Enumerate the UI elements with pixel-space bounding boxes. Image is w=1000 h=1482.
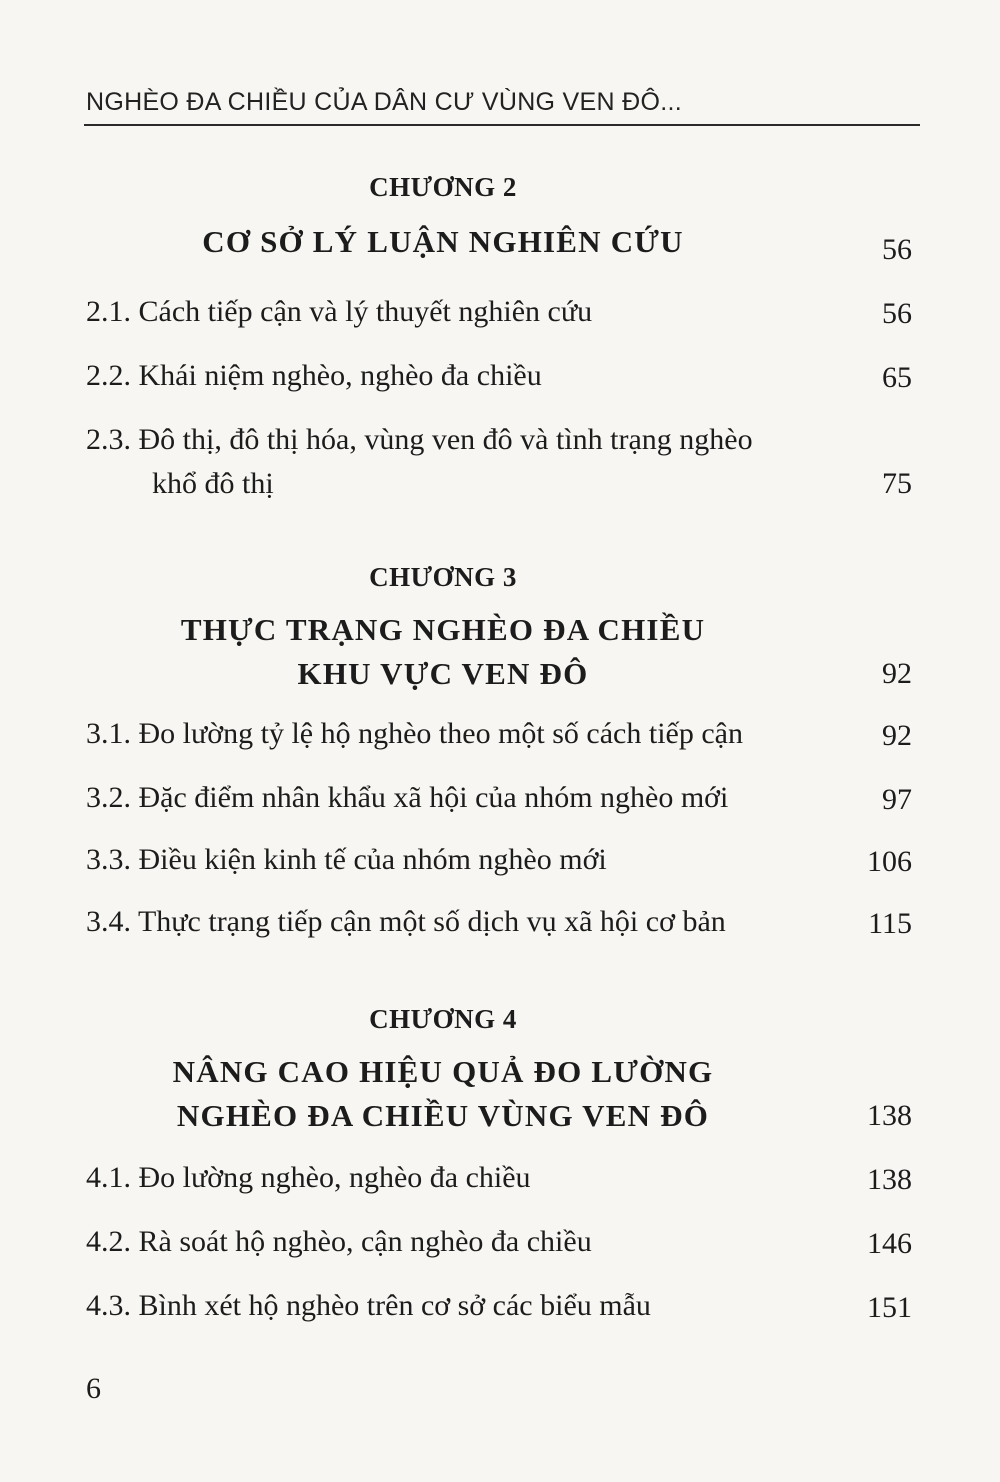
toc-page-3-1: 92	[882, 719, 912, 752]
chapter-4-page: 138	[867, 1099, 912, 1132]
toc-page-2-3: 75	[882, 467, 912, 500]
chapter-2-page: 56	[882, 233, 912, 266]
toc-entry-2-2: 2.2. Khái niệm nghèo, nghèo đa chiều	[86, 359, 542, 392]
chapter-3-label: CHƯƠNG 3	[369, 562, 517, 592]
toc-page-3-4: 115	[868, 907, 912, 940]
chapter-3-title-line-1: THỰC TRẠNG NGHÈO ĐA CHIỀU	[180, 612, 706, 647]
toc-entry-2-3: 2.3. Đô thị, đô thị hóa, vùng ven đô và tình trạng nghèo	[86, 423, 753, 456]
toc-entry-3-2: 3.2. Đặc điểm nhân khẩu xã hội của nhóm nghèo mới	[86, 781, 729, 814]
toc-page-2-2: 65	[882, 361, 912, 394]
chapter-4-label: CHƯƠNG 4	[369, 1004, 517, 1034]
toc-entry-4-3: 4.3. Bình xét hộ nghèo trên cơ sở các biểu mẫu	[86, 1289, 651, 1322]
chapter-3-title-line-2: KHU VỰC VEN ĐÔ	[297, 656, 589, 691]
chapter-3-page: 92	[882, 657, 912, 690]
toc-entry-3-3: 3.3. Điều kiện kinh tế của nhóm nghèo mới	[86, 843, 607, 876]
running-header: NGHÈO ĐA CHIỀU CỦA DÂN CƯ VÙNG VEN ĐÔ...	[86, 88, 682, 116]
page-number: 6	[86, 1372, 101, 1405]
chapter-2-title: CƠ SỞ LÝ LUẬN NGHIÊN CỨU	[202, 224, 684, 259]
header-rule	[84, 124, 920, 126]
toc-entry-2-1: 2.1. Cách tiếp cận và lý thuyết nghiên cứu	[86, 295, 593, 328]
toc-page-4-3: 151	[867, 1291, 912, 1324]
toc-entry-4-2: 4.2. Rà soát hộ nghèo, cận nghèo đa chiều	[86, 1225, 592, 1258]
toc-page-3-3: 106	[867, 845, 912, 878]
chapter-4-title-line-2: NGHÈO ĐA CHIỀU VÙNG VEN ĐÔ	[176, 1098, 710, 1133]
toc-entry-4-1: 4.1. Đo lường nghèo, nghèo đa chiều	[86, 1161, 531, 1194]
toc-entry-3-1: 3.1. Đo lường tỷ lệ hộ nghèo theo một số cách tiếp cận	[86, 717, 743, 750]
chapter-4-title-line-1: NÂNG CAO HIỆU QUẢ ĐO LƯỜNG	[172, 1054, 714, 1089]
toc-page-4-2: 146	[867, 1227, 912, 1260]
toc-entry-2-3-cont: khổ đô thị	[152, 467, 274, 500]
toc-page-3-2: 97	[882, 783, 912, 816]
toc-page-2-1: 56	[882, 297, 912, 330]
chapter-2-label: CHƯƠNG 2	[369, 172, 517, 202]
toc-entry-3-4: 3.4. Thực trạng tiếp cận một số dịch vụ xã hội cơ bản	[86, 905, 726, 938]
toc-page-4-1: 138	[867, 1163, 912, 1196]
